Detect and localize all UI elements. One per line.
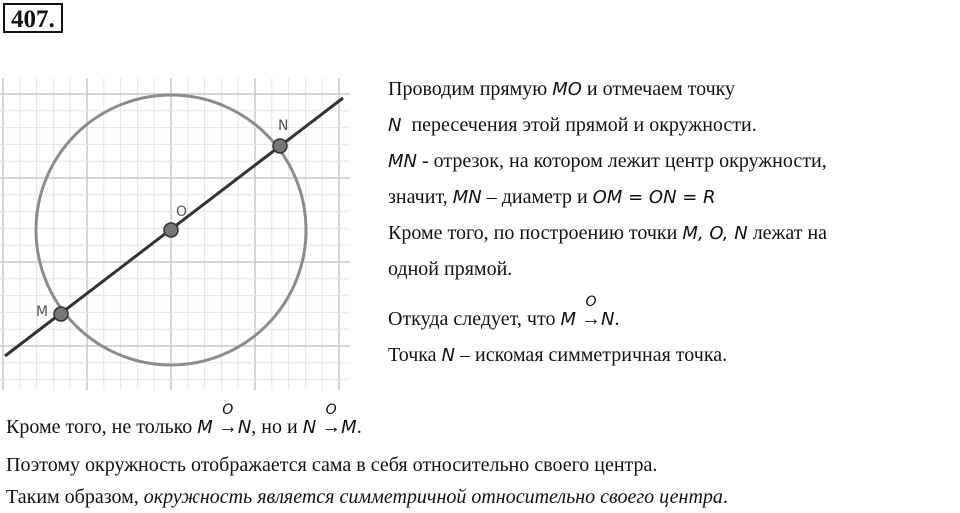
label-n: N: [278, 118, 289, 134]
text-line-8: Точка N – искомая симметричная точка.: [388, 344, 728, 366]
map-arrow: O →: [217, 402, 238, 438]
geometry-figure: [0, 78, 350, 390]
text-line-2: N пересечения этой прямой и окружности.: [388, 114, 757, 136]
text-line-3: MN - отрезок, на котором лежит центр окружности,: [388, 150, 827, 172]
text-line-5: Кроме того, по построению точки M, O, N лежат на: [388, 222, 828, 244]
bottom-line-3: Таким образом, окружность является симметричной относительно своего центра.: [6, 486, 728, 508]
text-line-1: Проводим прямую MO и отмечаем точку: [388, 78, 736, 100]
map-arrow: O →: [580, 294, 601, 330]
problem-number: 407.: [3, 3, 63, 33]
map-arrow: O →: [321, 402, 342, 438]
bottom-line-2: Поэтому окружность отображается сама в себя относительно своего центра.: [6, 454, 658, 476]
label-o: O: [176, 204, 188, 220]
text-line-4: значит, MN – диаметр и OM = ON = R: [388, 186, 716, 208]
bottom-line-1: Кроме того, не только M O →N, но и N O →M.: [6, 402, 362, 438]
text-line-7: Откуда следует, что M O →N.: [388, 294, 620, 330]
text-line-6: одной прямой.: [388, 258, 513, 280]
point-o: [164, 223, 178, 237]
point-m: [54, 307, 68, 321]
point-n: [273, 139, 287, 153]
label-m: M: [36, 304, 49, 320]
